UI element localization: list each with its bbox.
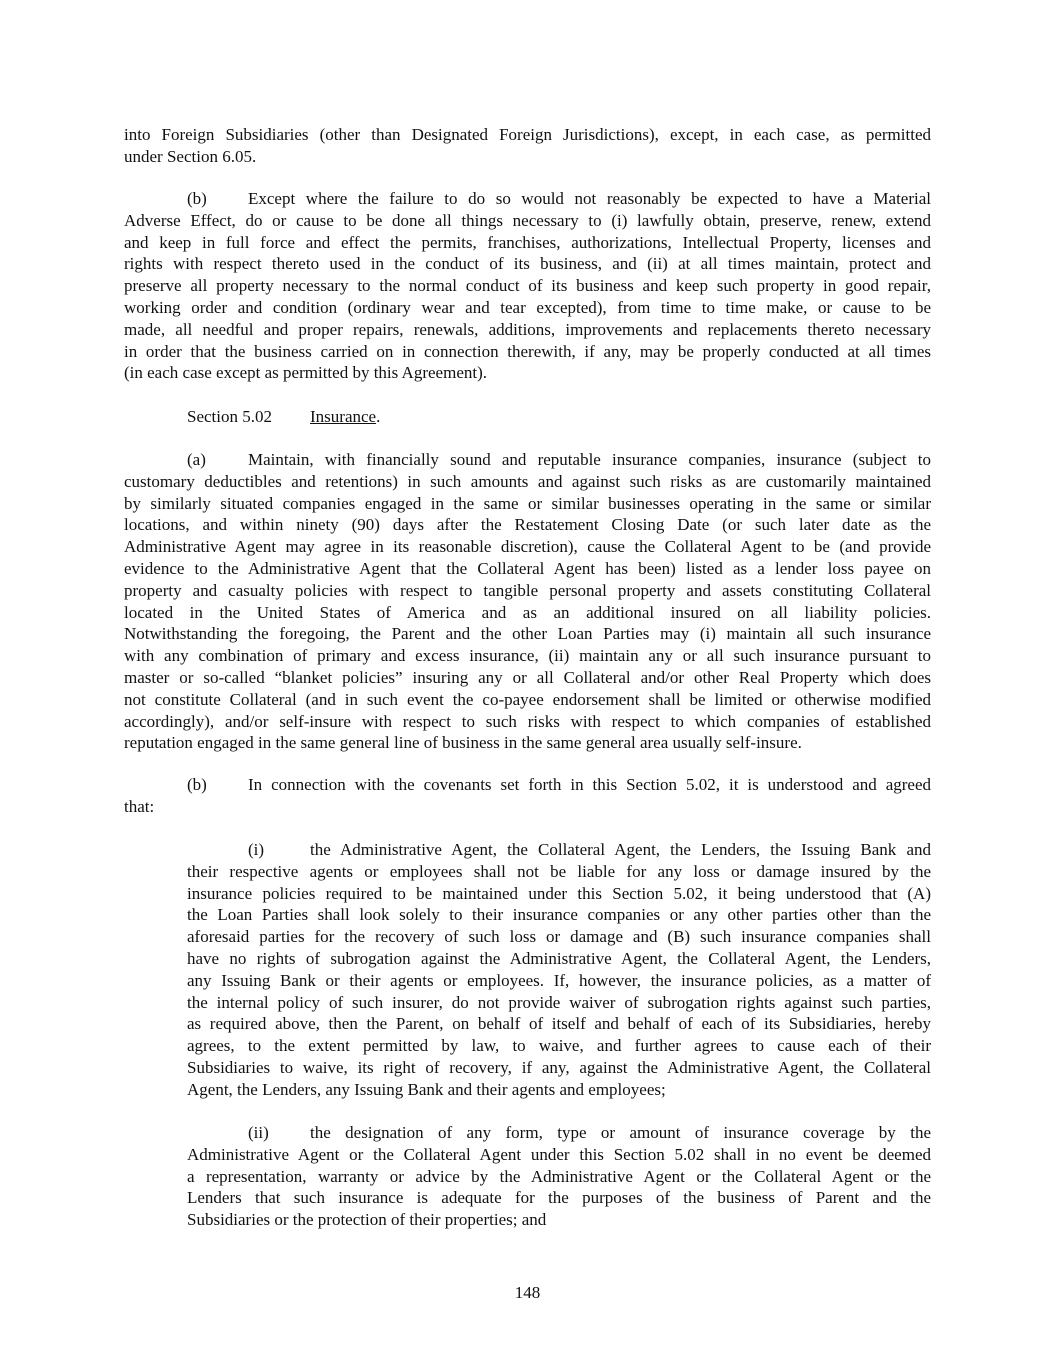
line-text: that: <box>124 796 155 816</box>
line-text: in order that the business carried on in connection therewith, if any, may be properly conducted at all times <box>124 341 931 361</box>
line-text: their respective agents or employees shall not be liable for any loss or damage insured by the <box>187 861 931 881</box>
line-text: Notwithstanding the foregoing, the Parent and the other Loan Parties may (i) maintain all such insurance <box>124 624 931 644</box>
text-line <box>124 558 931 580</box>
text-line <box>124 796 931 818</box>
line-text: locations, and within ninety (90) days after the Restatement Closing Date (or such later date as the <box>124 515 931 535</box>
text-line <box>124 667 931 689</box>
text-line <box>124 493 931 515</box>
paragraph-label: (i) <box>248 840 265 859</box>
text-line <box>124 275 931 297</box>
text-line <box>124 471 931 493</box>
line-text: master or so-called “blanket policies” insuring any or all Collateral and/or other Real Property which does <box>124 667 931 687</box>
line-text: working order and condition (ordinary wear and tear excepted), from time to time make, or cause to be <box>124 297 931 317</box>
line-text: preserve all property necessary to the normal conduct of its business and keep such property in good repair, <box>124 276 931 296</box>
text-line <box>124 602 931 624</box>
paragraph-label: (ii) <box>248 1123 269 1142</box>
line-text: into Foreign Subsidiaries (other than Designated Foreign Jurisdictions), except, in each case, as permitted <box>124 125 931 144</box>
text-line <box>124 536 931 558</box>
paragraph-label: (a) <box>187 450 206 469</box>
text-line <box>187 1079 931 1101</box>
line-text: Lenders that such insurance is adequate for the purposes of the business of Parent and the <box>187 1188 931 1208</box>
line-text: the Loan Parties shall look solely to their insurance companies or any other parties other than the <box>187 905 931 925</box>
text-line <box>124 146 931 168</box>
text-line <box>124 210 931 232</box>
text-line <box>187 1057 931 1079</box>
line-text: any Issuing Bank or their agents or employees. If, however, the insurance policies, as a matter of <box>187 970 931 990</box>
paragraph-para-a-insurance <box>124 449 931 754</box>
paragraph-para-ii <box>187 1122 931 1231</box>
line-text: not constitute Collateral (and in such event the co-payee endorsement shall be limited or otherwise modified <box>124 689 931 709</box>
text-line <box>124 449 931 471</box>
text-line <box>187 1013 931 1035</box>
line-text: property and casualty policies with respect to tangible personal property and assets constituting Collateral <box>124 580 931 600</box>
line-text: Agent, the Lenders, any Issuing Bank and their agents and employees; <box>187 1079 666 1099</box>
line-text: Maintain, with financially sound and reputable insurance companies, insurance (subject to <box>248 450 931 469</box>
line-text: a representation, warranty or advice by the Administrative Agent or the Collateral Agent or the <box>187 1166 931 1186</box>
line-text: Administrative Agent may agree in its reasonable discretion), cause the Collateral Agent to be (and provide <box>124 537 931 557</box>
line-text: aforesaid parties for the recovery of such loss or damage and (B) such insurance companies shall <box>187 927 931 947</box>
line-text: Except where the failure to do so would not reasonably be expected to have a Material <box>248 189 931 208</box>
paragraph-para-b-permits <box>124 188 931 384</box>
line-text: Subsidiaries or the protection of their properties; and <box>187 1210 547 1230</box>
text-line <box>187 1035 931 1057</box>
text-line <box>124 645 931 667</box>
line-text: customary deductibles and retentions) in such amounts and against such risks as are customarily maintained <box>124 471 931 491</box>
line-text: Subsidiaries to waive, its right of recovery, if any, against the Administrative Agent, the Collateral <box>187 1057 931 1077</box>
text-line <box>187 839 931 861</box>
section-heading <box>187 406 381 428</box>
text-line <box>124 689 931 711</box>
text-line <box>187 904 931 926</box>
text-line <box>124 253 931 275</box>
text-line <box>187 1166 931 1188</box>
text-line <box>124 623 931 645</box>
text-line <box>187 1209 931 1231</box>
line-text: Administrative Agent or the Collateral Agent under this Section 5.02 shall in no event be deemed <box>187 1144 931 1164</box>
text-line <box>187 1187 931 1209</box>
line-text: insurance policies required to be maintained under this Section 5.02, it being understood that (A) <box>187 883 931 903</box>
text-line <box>124 341 931 363</box>
text-line <box>187 861 931 883</box>
line-text: In connection with the covenants set forth in this Section 5.02, it is understood and agreed <box>248 775 931 794</box>
text-line <box>124 580 931 602</box>
line-text: the internal policy of such insurer, do not provide waiver of subrogation rights against such parties, <box>187 992 931 1012</box>
paragraph-label: (b) <box>187 775 207 794</box>
line-text: accordingly), and/or self-insure with respect to such risks with respect to which companies of established <box>124 711 931 731</box>
line-text: and keep in full force and effect the permits, franchises, authorizations, Intellectual Property, licenses and <box>124 232 931 252</box>
line-text: rights with respect thereto used in the conduct of its business, and (ii) at all times maintain, protect and <box>124 254 931 274</box>
text-line <box>187 1122 931 1144</box>
paragraph-para-b-covenants <box>124 774 931 818</box>
line-text: (in each case except as permitted by this Agreement). <box>124 363 487 383</box>
line-text: as required above, then the Parent, on behalf of itself and behalf of each of its Subsidiaries, hereby <box>187 1014 931 1034</box>
text-line <box>124 297 931 319</box>
text-line <box>124 188 931 210</box>
text-line <box>124 514 931 536</box>
text-line <box>124 774 931 796</box>
line-text: the Administrative Agent, the Collateral Agent, the Lenders, the Issuing Bank and <box>310 840 931 859</box>
text-line <box>124 362 931 384</box>
text-line <box>187 970 931 992</box>
line-text: Adverse Effect, do or cause to be done all things necessary to (i) lawfully obtain, preserve, renew, extend <box>124 210 931 230</box>
line-text: made, all needful and proper repairs, renewals, additions, improvements and replacements thereto necessary <box>124 319 931 339</box>
line-text: the designation of any form, type or amount of insurance coverage by the <box>310 1123 931 1142</box>
text-line <box>124 124 931 146</box>
line-text: have no rights of subrogation against the Administrative Agent, the Collateral Agent, the Lenders, <box>187 948 931 968</box>
text-line <box>187 948 931 970</box>
text-line <box>124 232 931 254</box>
line-text: with any combination of primary and excess insurance, (ii) maintain any or all such insurance pursuant to <box>124 646 931 666</box>
line-text: located in the United States of America and as an additional insured on all liability policies. <box>124 602 931 622</box>
text-line <box>187 926 931 948</box>
paragraph-para-i <box>187 839 931 1101</box>
line-text: reputation engaged in the same general line of business in the same general area usually self-insure. <box>124 733 802 753</box>
text-line <box>124 319 931 341</box>
line-text: evidence to the Administrative Agent that the Collateral Agent has been) listed as a lender loss payee on <box>124 558 931 578</box>
section-title: Insurance <box>310 407 377 426</box>
line-text: agrees, to the extent permitted by law, to waive, and further agrees to cause each of their <box>187 1036 931 1056</box>
text-line <box>124 711 931 733</box>
section-title-period: . <box>376 407 381 426</box>
paragraph-continuation <box>124 124 931 168</box>
line-text: by similarly situated companies engaged in the same or similar businesses operating in the same or similar <box>124 493 931 513</box>
text-line <box>187 883 931 905</box>
line-text: under Section 6.05. <box>124 146 257 166</box>
section-number: Section 5.02 <box>187 407 272 426</box>
text-line <box>187 992 931 1014</box>
page-number: 148 <box>514 1283 541 1302</box>
text-line <box>187 1144 931 1166</box>
paragraph-label: (b) <box>187 189 207 208</box>
text-line <box>124 732 931 754</box>
